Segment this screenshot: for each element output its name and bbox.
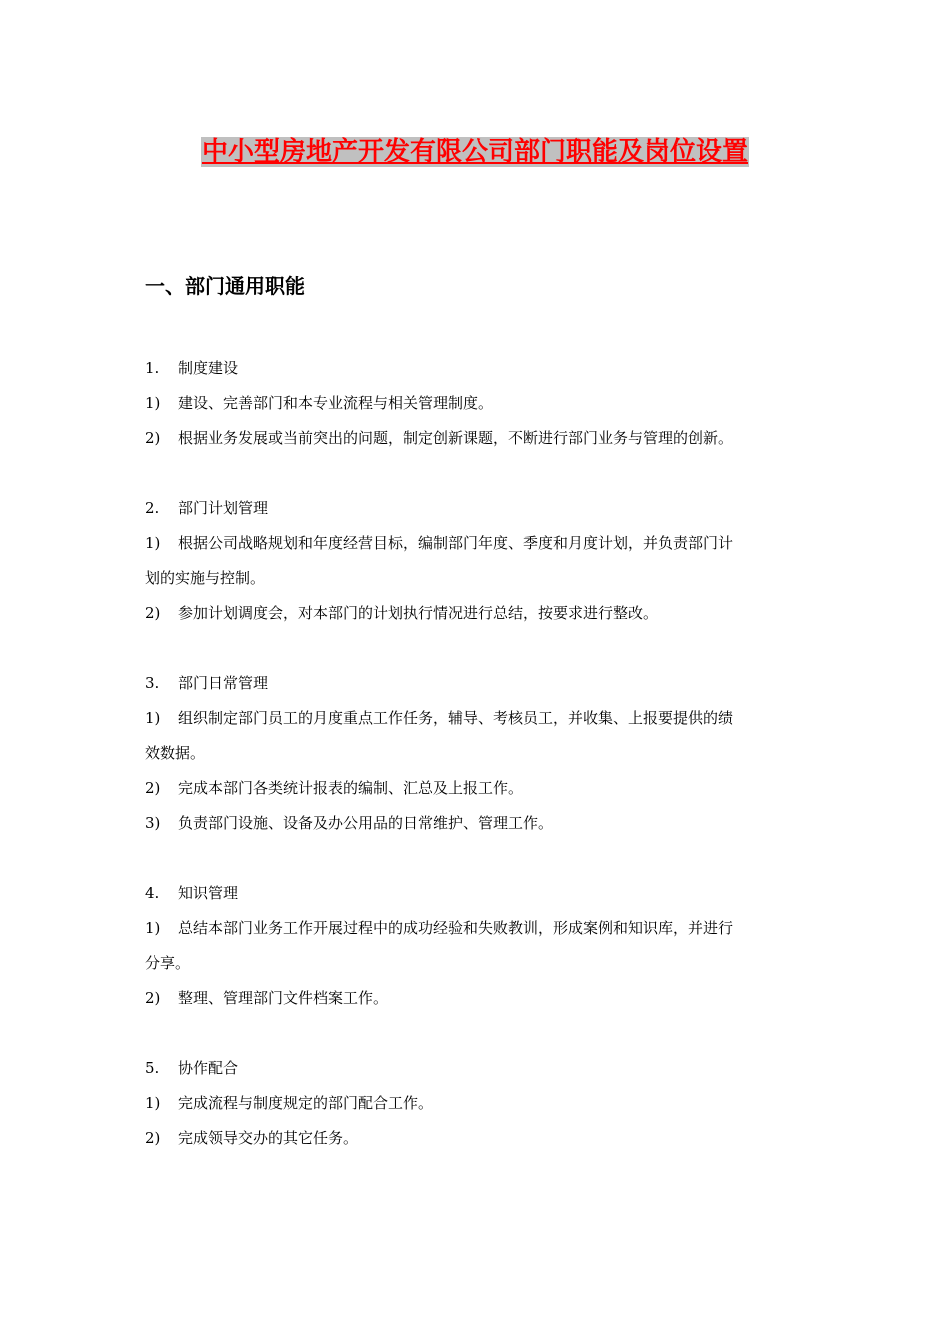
item-number: 1) xyxy=(145,534,161,552)
item-text: 完成本部门各类统计报表的编制、汇总及上报工作。 xyxy=(178,779,524,797)
function-group xyxy=(145,1051,810,1156)
group-number: 5. xyxy=(145,1059,160,1077)
list-item xyxy=(145,806,810,841)
group-label: 部门日常管理 xyxy=(178,674,269,692)
item-number: 3) xyxy=(145,814,161,832)
list-item xyxy=(145,701,810,736)
group-heading xyxy=(145,351,810,386)
item-number: 1) xyxy=(145,919,161,937)
group-heading xyxy=(145,491,810,526)
list-item xyxy=(145,1086,810,1121)
document-title xyxy=(0,130,950,171)
group-heading xyxy=(145,876,810,911)
group-number: 3. xyxy=(145,674,160,692)
item-number: 2) xyxy=(145,604,161,622)
list-item xyxy=(145,526,810,561)
list-item-continuation: 分享。 xyxy=(145,954,191,972)
item-number: 2) xyxy=(145,989,161,1007)
item-text: 整理、管理部门文件档案工作。 xyxy=(178,989,389,1007)
function-group xyxy=(145,666,810,841)
item-text: 总结本部门业务工作开展过程中的成功经验和失败教训，形成案例和知识库，并进行 xyxy=(178,919,734,937)
list-item xyxy=(145,911,810,946)
item-text: 组织制定部门员工的月度重点工作任务，辅导、考核员工，并收集、上报要提供的绩 xyxy=(178,709,734,727)
section-heading: 一、部门通用职能 xyxy=(145,274,305,298)
list-item xyxy=(145,981,810,1016)
list-item xyxy=(145,421,810,456)
list-item xyxy=(145,596,810,631)
list-item-continuation: 划的实施与控制。 xyxy=(145,569,266,587)
item-text: 根据业务发展或当前突出的问题，制定创新课题，不断进行部门业务与管理的创新。 xyxy=(178,429,734,447)
group-label: 知识管理 xyxy=(178,884,239,902)
item-number: 1) xyxy=(145,394,161,412)
group-label: 协作配合 xyxy=(178,1059,239,1077)
item-text: 参加计划调度会，对本部门的计划执行情况进行总结，按要求进行整改。 xyxy=(178,604,659,622)
list-item xyxy=(145,771,810,806)
item-text: 负责部门设施、设备及办公用品的日常维护、管理工作。 xyxy=(178,814,554,832)
group-heading xyxy=(145,1051,810,1086)
group-label: 部门计划管理 xyxy=(178,499,269,517)
item-number: 2) xyxy=(145,779,161,797)
item-number: 2) xyxy=(145,1129,161,1147)
item-text: 建设、完善部门和本专业流程与相关管理制度。 xyxy=(178,394,494,412)
item-text: 完成领导交办的其它任务。 xyxy=(178,1129,359,1147)
list-item-continuation: 效数据。 xyxy=(145,744,206,762)
function-group xyxy=(145,876,810,1016)
item-text: 根据公司战略规划和年度经营目标，编制部门年度、季度和月度计划，并负责部门计 xyxy=(178,534,734,552)
function-group xyxy=(145,491,810,631)
document-title-text: 中小型房地产开发有限公司部门职能及岗位设置 xyxy=(201,137,748,167)
item-number: 1) xyxy=(145,1094,161,1112)
list-item xyxy=(145,386,810,421)
group-number: 1. xyxy=(145,359,160,377)
group-label: 制度建设 xyxy=(178,359,239,377)
group-number: 4. xyxy=(145,884,160,902)
item-number: 1) xyxy=(145,709,161,727)
list-item xyxy=(145,1121,810,1156)
group-heading xyxy=(145,666,810,701)
function-group xyxy=(145,351,810,456)
group-number: 2. xyxy=(145,499,160,517)
item-text: 完成流程与制度规定的部门配合工作。 xyxy=(178,1094,434,1112)
item-number: 2) xyxy=(145,429,161,447)
document-body xyxy=(145,351,810,1191)
